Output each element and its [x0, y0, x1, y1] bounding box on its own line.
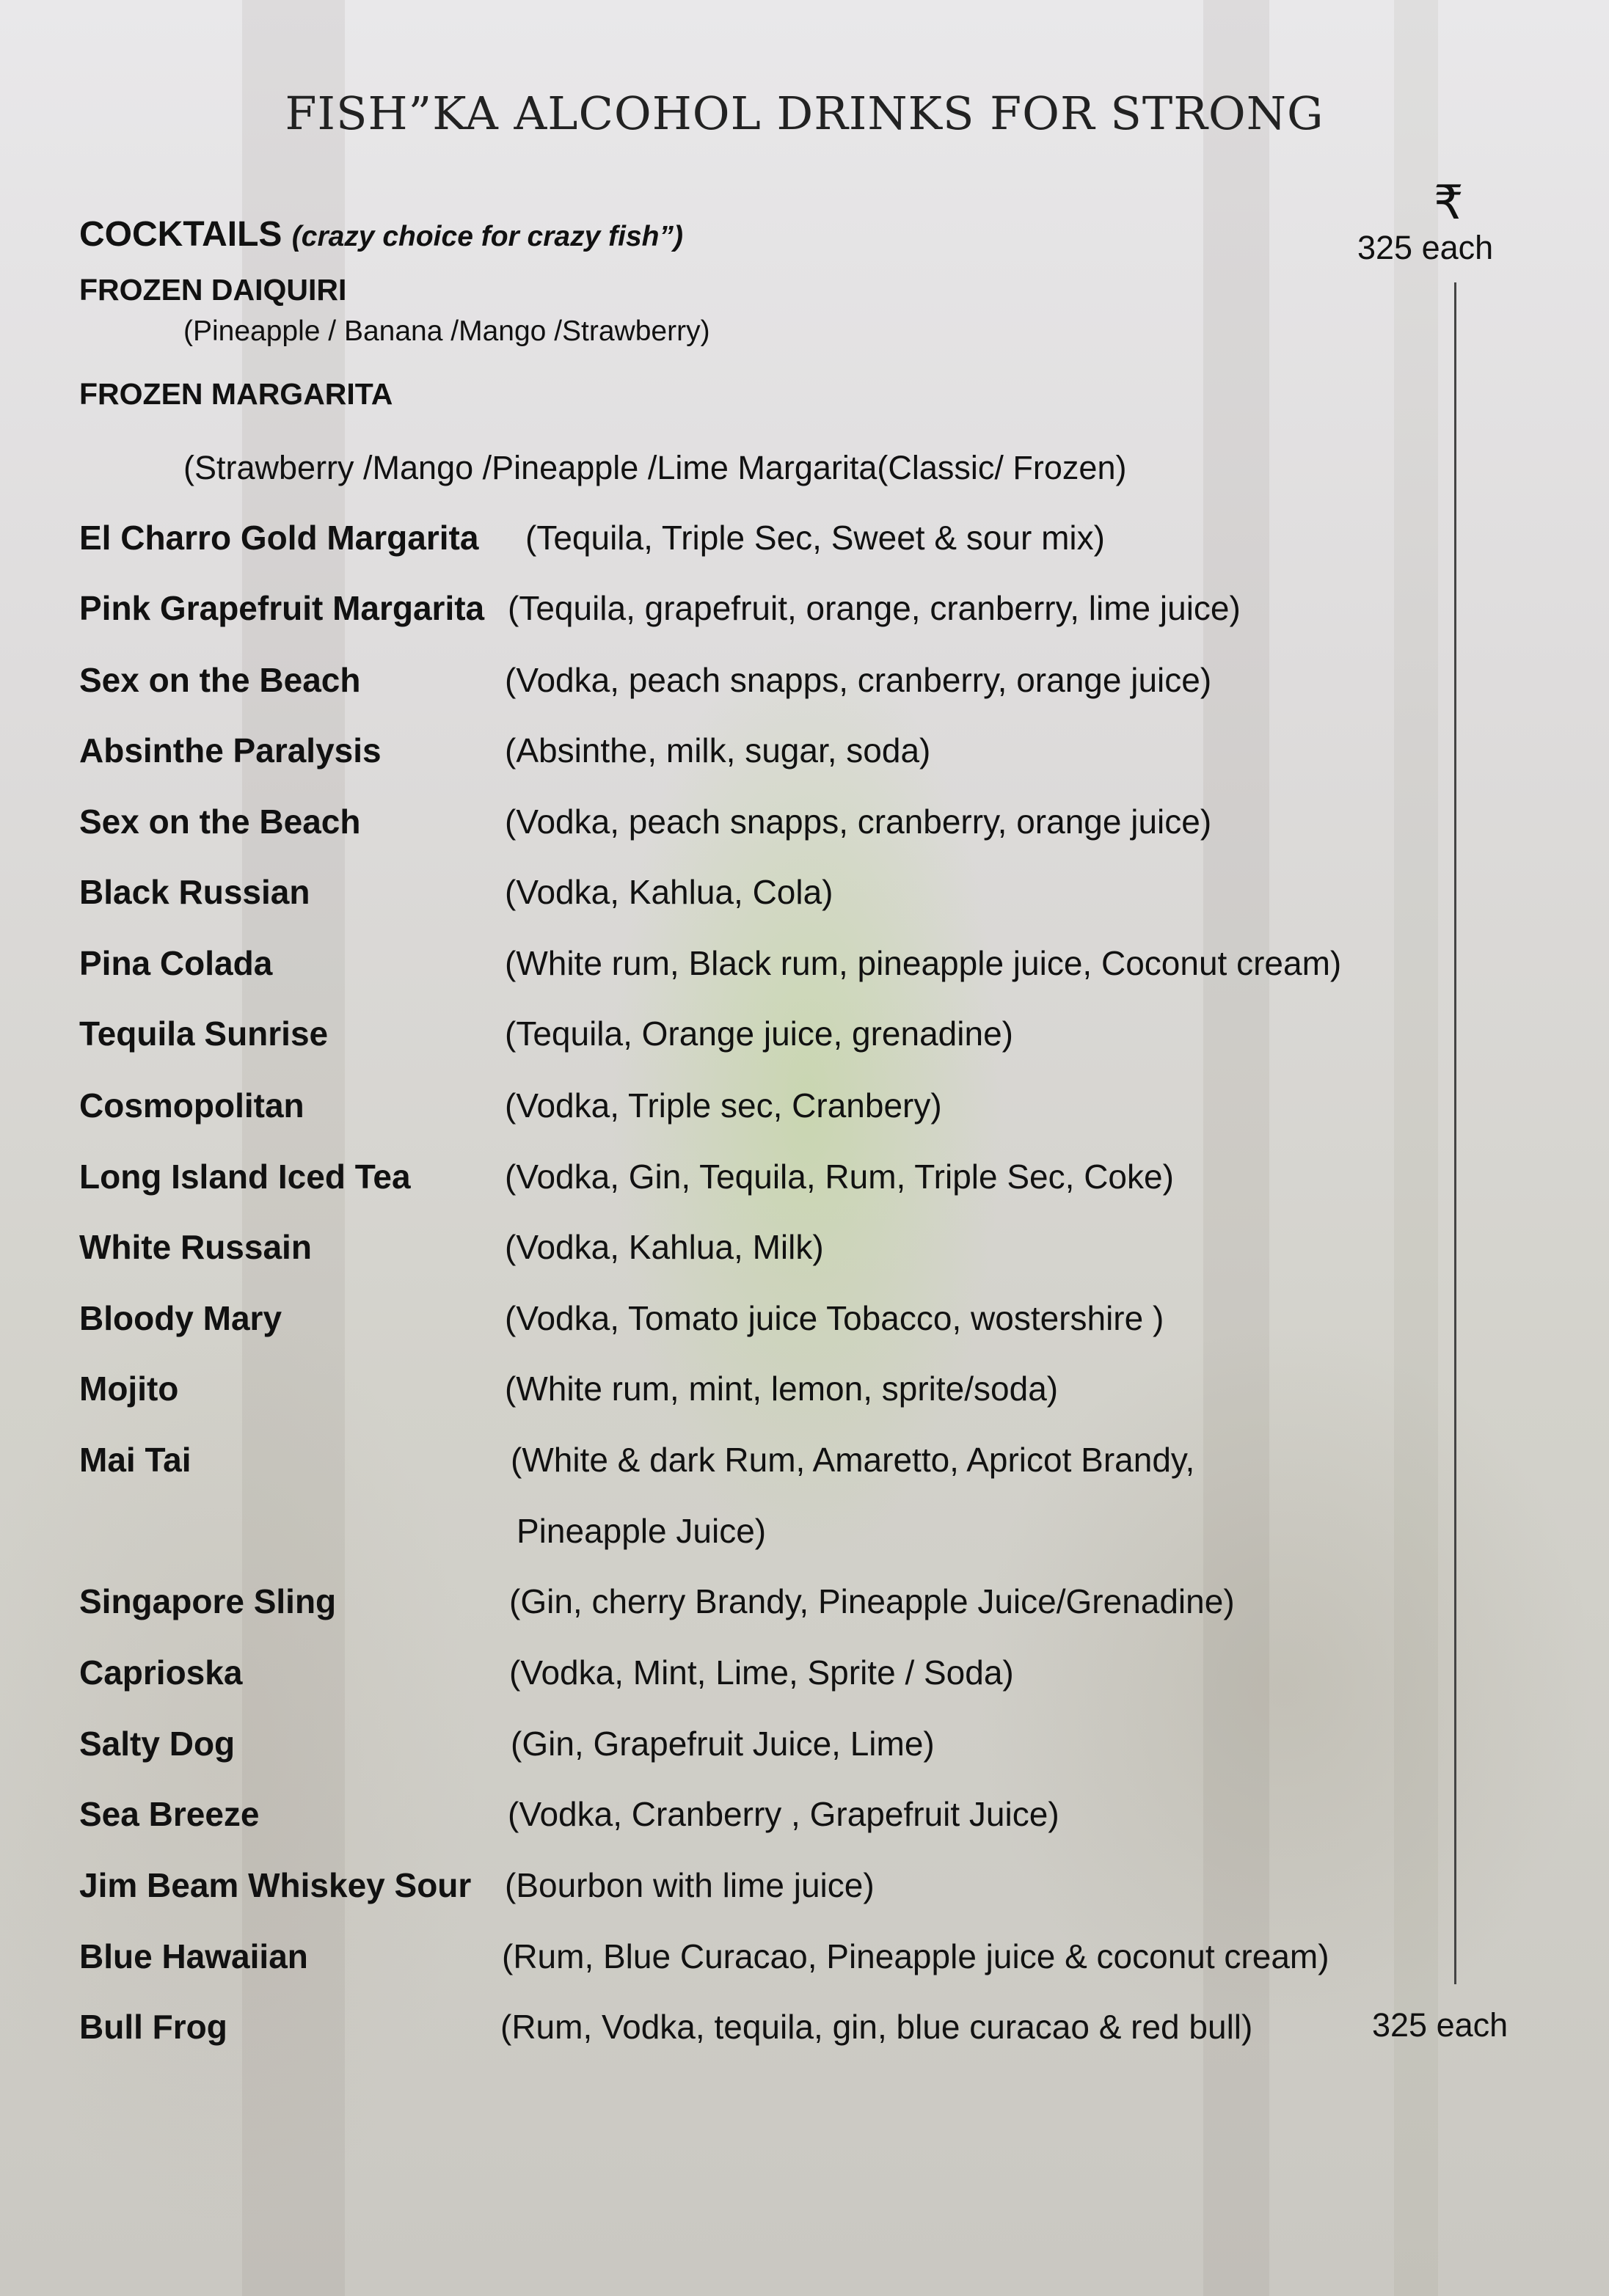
- cocktail-ingredients: (Rum, Vodka, tequila, gin, blue curacao & red bull): [500, 2008, 1253, 2046]
- page-title: FISH”KA ALCOHOL DRINKS FOR STRONG: [285, 87, 1324, 140]
- cocktail-name: Cosmopolitan: [79, 1086, 304, 1125]
- cocktail-ingredients: (Vodka, peach snapps, cranberry, orange juice): [505, 661, 1212, 699]
- cocktail-name: Bull Frog: [79, 2008, 227, 2046]
- cocktail-ingredients-continued: Pineapple Juice): [517, 1512, 767, 1550]
- cocktail-ingredients: (Vodka, Triple sec, Cranbery): [505, 1086, 942, 1125]
- cocktail-ingredients: (Absinthe, milk, sugar, soda): [505, 731, 931, 769]
- cocktail-name: Pina Colada: [79, 944, 273, 982]
- cocktail-ingredients: (Gin, cherry Brandy, Pineapple Juice/Grenadine): [509, 1582, 1235, 1620]
- price-range-line: [1454, 282, 1456, 1984]
- cocktail-ingredients: (Vodka, Gin, Tequila, Rum, Triple Sec, Coke): [505, 1158, 1174, 1196]
- price-label-top: 325 each: [1357, 229, 1494, 266]
- cocktail-name: Tequila Sunrise: [79, 1014, 329, 1053]
- cocktail-name: Mojito: [79, 1370, 179, 1408]
- cocktail-name: Salty Dog: [79, 1725, 236, 1763]
- cocktail-ingredients: (Rum, Blue Curacao, Pineapple juice & coconut cream): [502, 1937, 1329, 1975]
- cocktail-ingredients: (White & dark Rum, Amaretto, Apricot Brandy,: [511, 1441, 1195, 1479]
- cocktail-ingredients: (White rum, mint, lemon, sprite/soda): [505, 1370, 1059, 1408]
- section-title: COCKTAILS: [79, 215, 282, 254]
- cocktail-name: White Russain: [79, 1228, 312, 1266]
- cocktail-name: Sex on the Beach: [79, 661, 361, 699]
- cocktail-name: Pink Grapefruit Margarita: [79, 589, 485, 627]
- cocktail-ingredients: (Tequila, Triple Sec, Sweet & sour mix): [525, 519, 1105, 557]
- cocktail-ingredients: (Vodka, Kahlua, Cola): [505, 873, 833, 911]
- rupee-icon: ₹: [1434, 176, 1464, 230]
- background-decoration: [1394, 0, 1438, 2296]
- cocktail-name: Singapore Sling: [79, 1582, 337, 1620]
- cocktail-ingredients: (Tequila, grapefruit, orange, cranberry, lime juice): [508, 589, 1241, 627]
- cocktail-name: Long Island Iced Tea: [79, 1158, 411, 1196]
- cocktail-ingredients: (Vodka, Kahlua, Milk): [505, 1228, 824, 1266]
- cocktail-name: Mai Tai: [79, 1441, 191, 1479]
- cocktail-name: Sea Breeze: [79, 1795, 260, 1833]
- cocktail-name: Bloody Mary: [79, 1299, 282, 1337]
- cocktail-name: Absinthe Paralysis: [79, 731, 382, 769]
- section-subtitle: (crazy choice for crazy fish”): [291, 221, 683, 252]
- cocktail-name: Jim Beam Whiskey Sour: [79, 1866, 472, 1904]
- section-header: [79, 214, 683, 255]
- cocktail-name: Caprioska: [79, 1653, 243, 1692]
- cocktail-name: Blue Hawaiian: [79, 1937, 308, 1975]
- cocktail-ingredients: (Vodka, Cranberry , Grapefruit Juice): [508, 1795, 1059, 1833]
- frozen-daiquiri-title: FROZEN DAIQUIRI: [79, 273, 347, 307]
- cocktail-ingredients: (Bourbon with lime juice): [505, 1866, 875, 1904]
- cocktail-name: Black Russian: [79, 873, 310, 911]
- cocktail-ingredients: (Vodka, Tomato juice Tobacco, wostershire ): [505, 1299, 1164, 1337]
- cocktail-name: Sex on the Beach: [79, 802, 361, 841]
- cocktail-ingredients: (Vodka, Mint, Lime, Sprite / Soda): [509, 1653, 1014, 1692]
- price-label-bottom: 325 each: [1372, 2006, 1508, 2044]
- frozen-margarita-title: FROZEN MARGARITA: [79, 377, 393, 411]
- cocktail-ingredients: (White rum, Black rum, pineapple juice, Coconut cream): [505, 944, 1342, 982]
- cocktail-ingredients: (Vodka, peach snapps, cranberry, orange juice): [505, 802, 1212, 841]
- cocktail-ingredients: (Gin, Grapefruit Juice, Lime): [511, 1725, 935, 1763]
- frozen-daiquiri-options: (Pineapple / Banana /Mango /Strawberry): [183, 315, 710, 347]
- cocktail-name: El Charro Gold Margarita: [79, 519, 479, 557]
- cocktail-ingredients: (Tequila, Orange juice, grenadine): [505, 1014, 1013, 1053]
- frozen-margarita-options: (Strawberry /Mango /Pineapple /Lime Margarita(Classic/ Frozen): [183, 449, 1127, 486]
